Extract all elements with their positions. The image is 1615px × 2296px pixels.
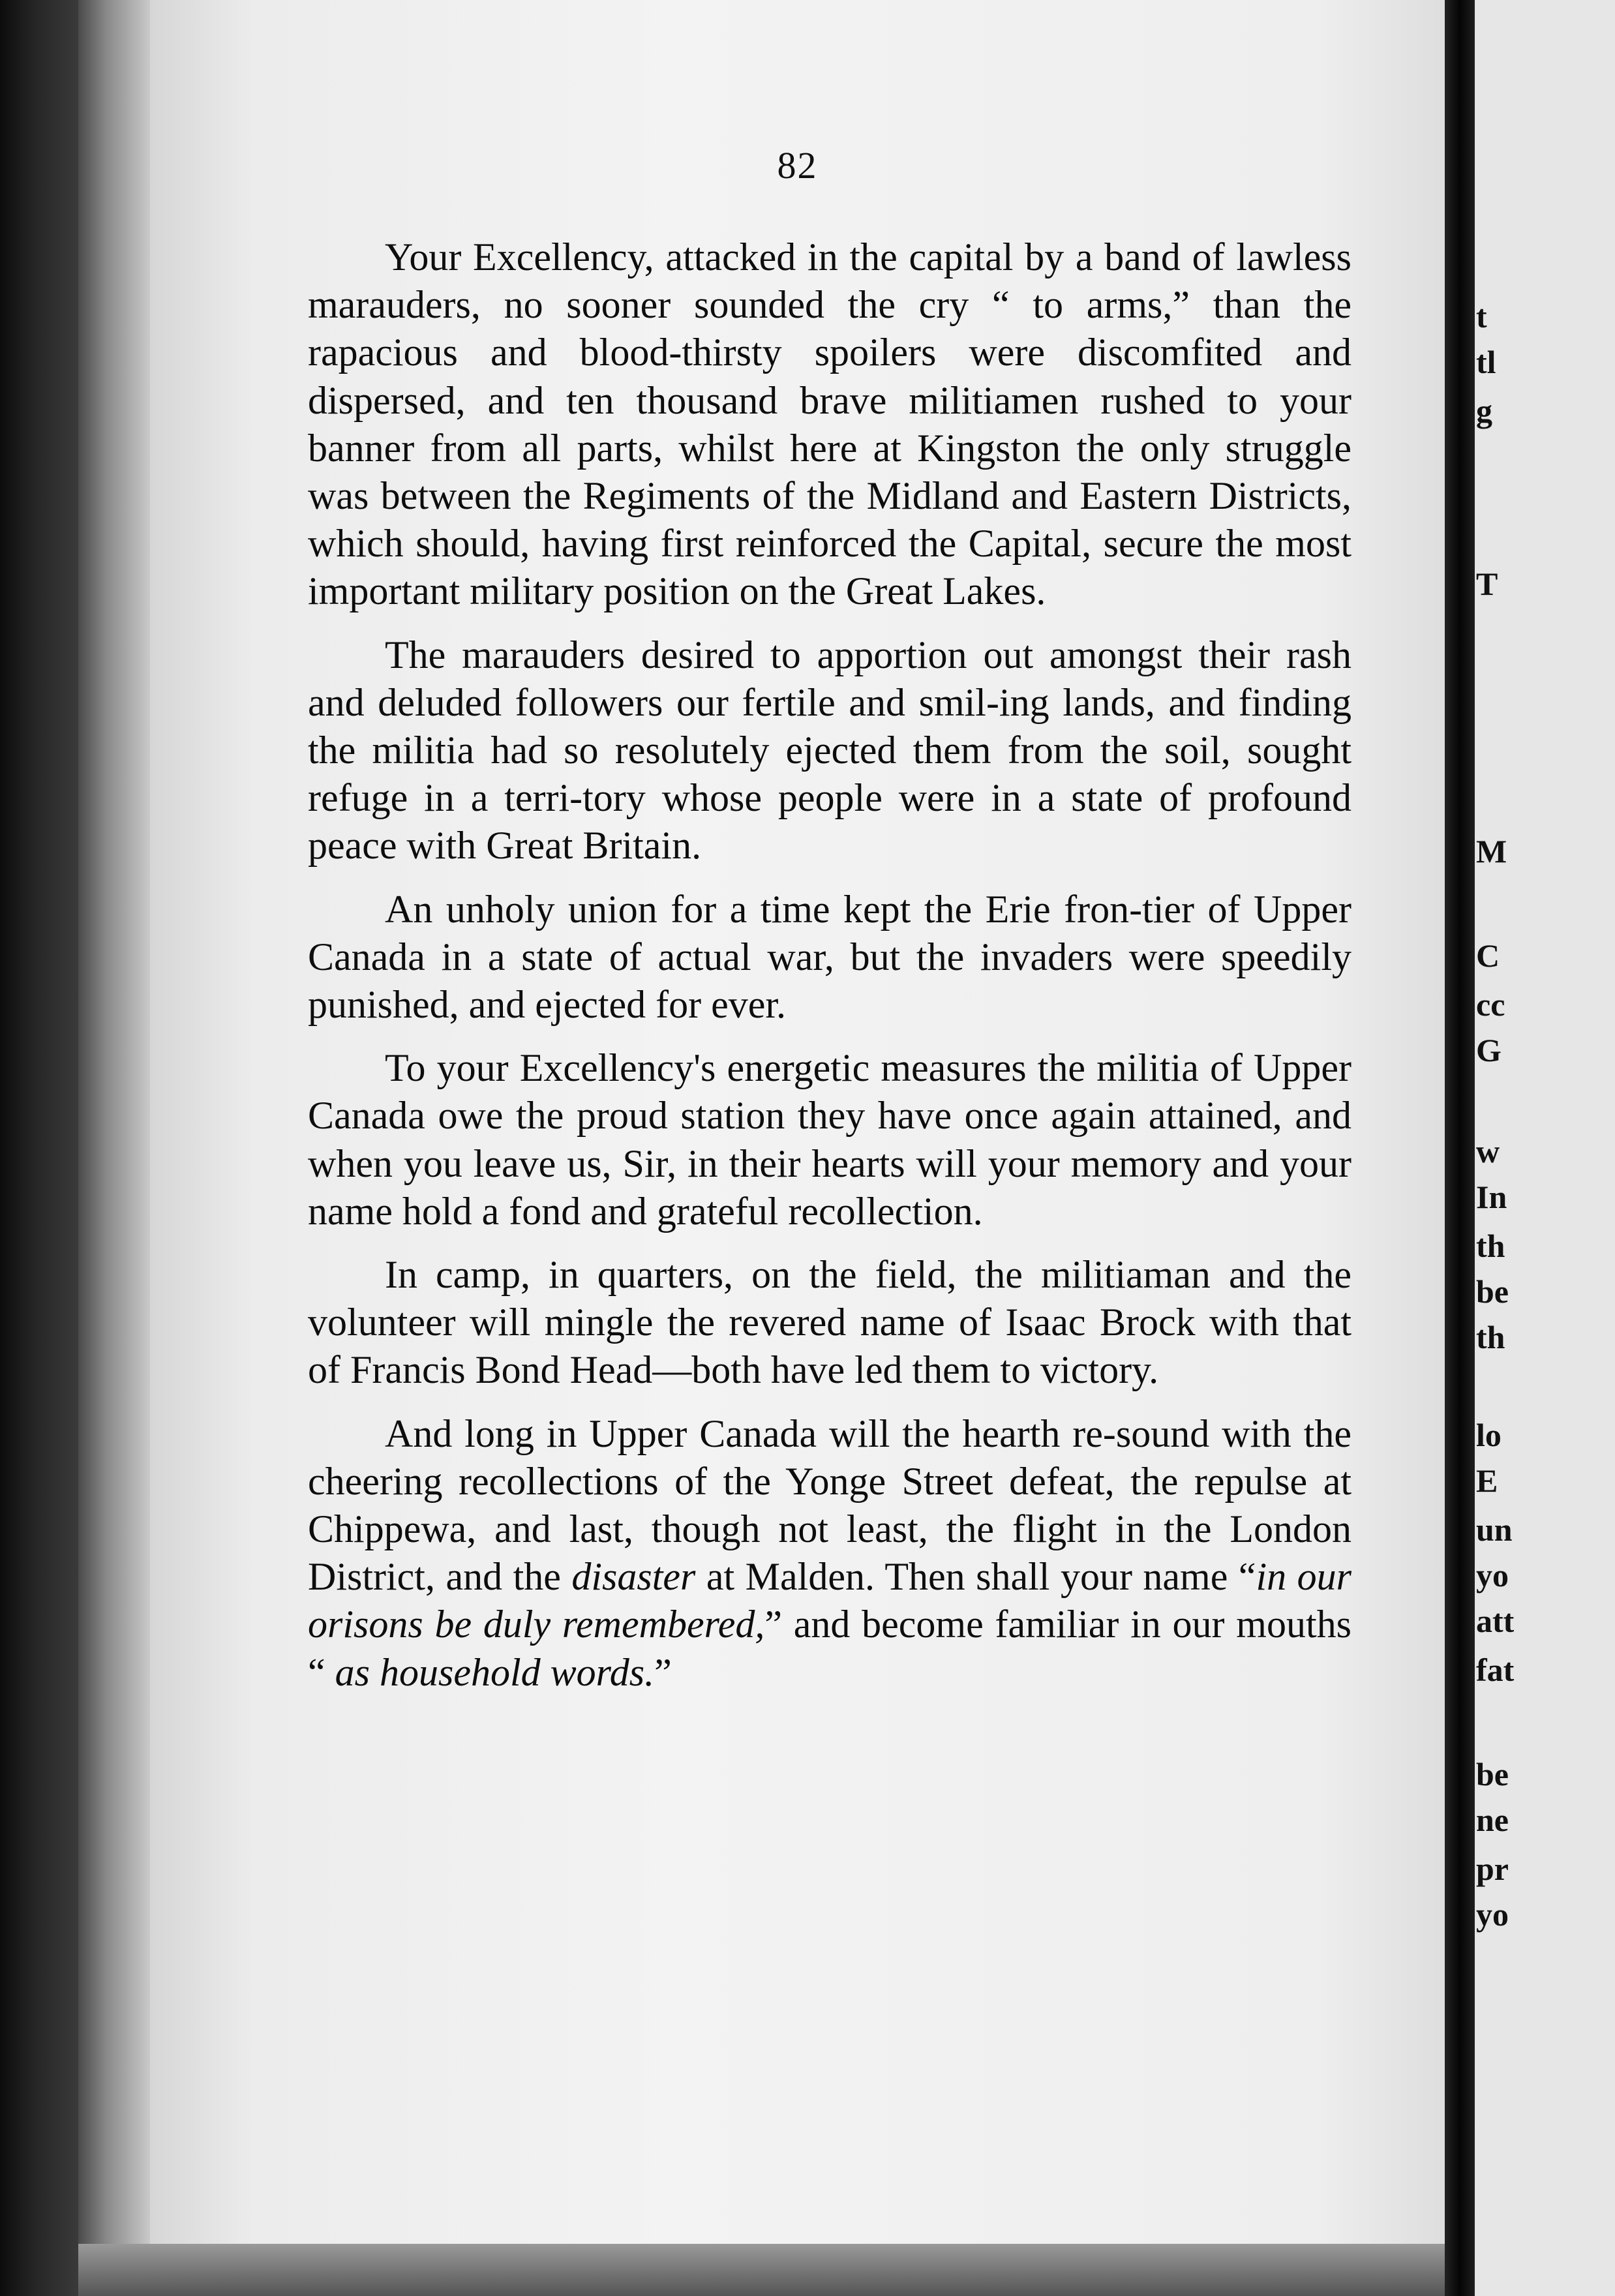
next-page-fragment-9: w bbox=[1476, 1133, 1500, 1170]
italic-household-words: as household words. bbox=[335, 1650, 655, 1694]
next-page-fragment-1: t bbox=[1476, 298, 1487, 335]
next-page-fragment-14: lo bbox=[1476, 1417, 1502, 1453]
paragraph-6-part-4: ” bbox=[654, 1650, 672, 1694]
next-page-fragment-15: E bbox=[1476, 1462, 1498, 1499]
next-page-fragment-17: yo bbox=[1476, 1557, 1509, 1594]
paragraph-6 bbox=[308, 1410, 1351, 1697]
paragraph-5: In camp, in quarters, on the field, the militiaman and the volunteer will mingle the revered name of Isaac Brock with that of Francis Bond Head—both have led them to victory. bbox=[308, 1253, 1351, 1392]
next-page-fragment-21: ne bbox=[1476, 1802, 1509, 1838]
next-page-fragment-4: T bbox=[1476, 566, 1498, 602]
next-page-fragment-16: un bbox=[1476, 1511, 1513, 1548]
next-page-fragment-13: th bbox=[1476, 1319, 1505, 1355]
paragraph-6-part-1: And long in Upper Canada will the hearth re-sound with the cheering recollections of the Yonge Street defeat, the repulse at Chippewa, and last, though not least, the flight in the London District, and the bbox=[308, 1412, 1351, 1599]
next-page-fragment-11: th bbox=[1476, 1228, 1505, 1264]
paragraph-1: Your Excellency, attacked in the capital by a band of lawless marauders, no sooner sounded the cry “ to arms,” than the rapacious and blood-thirsty spoilers were discomfited and dispersed, and ten thousand brave militiamen rushed to your banner from all parts, whilst here at Kingston the only struggle was between the Regiments of the Midland and Eastern Districts, which should, having first reinforced the Capital, secure the most important military position on the Great Lakes. bbox=[308, 235, 1351, 613]
next-page-fragment bbox=[1475, 0, 1615, 2296]
paragraph-4: To your Excellency's energetic measures the militia of Upper Canada owe the proud station they have once again attained, and when you leave us, Sir, in their hearts will your memory and your name hold a fond and grateful recollection. bbox=[308, 1046, 1351, 1233]
next-page-fragment-6: C bbox=[1476, 937, 1500, 974]
paragraph-6-part-2: at Malden. Then shall your name “ bbox=[695, 1555, 1256, 1599]
next-page-fragment-8: G bbox=[1476, 1032, 1502, 1068]
next-page-fragment-7: cc bbox=[1476, 986, 1505, 1023]
page-text bbox=[308, 234, 1351, 1697]
italic-disaster: disaster bbox=[571, 1555, 696, 1599]
page-divider bbox=[1445, 0, 1475, 2296]
next-page-fragment-20: be bbox=[1476, 1756, 1509, 1792]
page-number: 82 bbox=[777, 144, 818, 187]
next-page-fragment-19: fat bbox=[1476, 1652, 1515, 1688]
page-bottom-shadow bbox=[78, 2244, 1455, 2296]
next-page-fragment-10: In bbox=[1476, 1179, 1507, 1215]
binding-gutter bbox=[78, 0, 150, 2296]
film-border-left bbox=[0, 0, 78, 2296]
next-page-fragment-3: g bbox=[1476, 393, 1492, 429]
next-page-fragment-18: att bbox=[1476, 1603, 1515, 1639]
next-page-fragment-12: be bbox=[1476, 1273, 1509, 1310]
italic-orisons: in our orisons be duly remembered, bbox=[308, 1555, 1351, 1646]
next-page-fragment-22: pr bbox=[1476, 1850, 1509, 1887]
next-page-fragment-23: yo bbox=[1476, 1896, 1509, 1933]
paragraph-2: The marauders desired to apportion out amongst their rash and deluded followers our fertile and smil-ing lands, and finding the militia had so resolutely ejected them from the soil, sought refuge in a terri-tory whose people were in a state of profound peace with Great Britain. bbox=[308, 633, 1351, 868]
next-page-fragment-2: tl bbox=[1476, 344, 1496, 380]
paragraph-6-part-3: ” and become familiar in our mouths “ bbox=[308, 1603, 1351, 1694]
next-page-fragment-5: M bbox=[1476, 833, 1507, 869]
paragraph-3: An unholy union for a time kept the Erie fron-tier of Upper Canada in a state of actual war, but the invaders were speedily punished, and ejected for ever. bbox=[308, 887, 1351, 1027]
